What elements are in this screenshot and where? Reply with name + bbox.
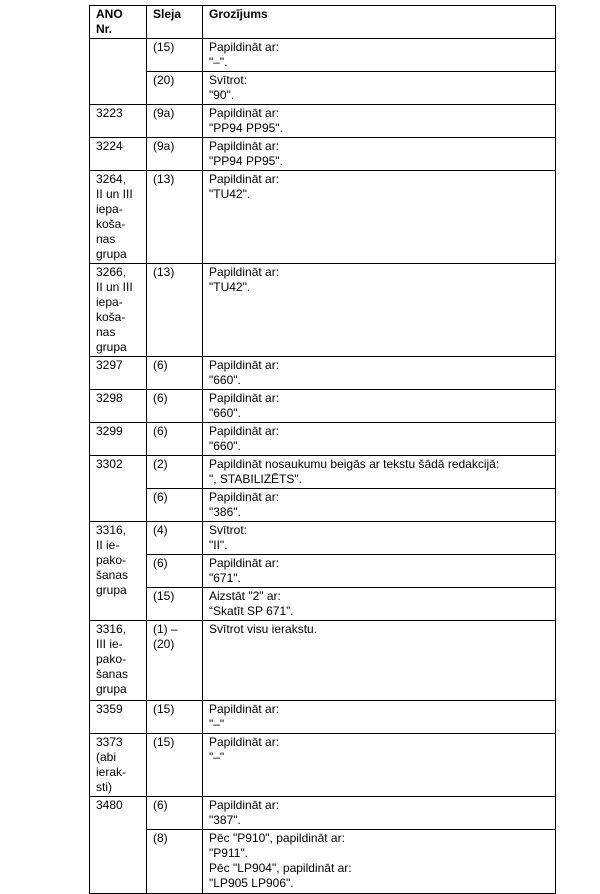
column-cell: (13) — [147, 171, 203, 264]
amendment-cell: Papildināt ar: "387". — [203, 797, 556, 830]
amendment-cell: Papildināt ar: "386". — [203, 489, 556, 522]
amendment-cell: Papildināt ar: "660". — [203, 390, 556, 423]
column-cell: (6) — [147, 797, 203, 830]
table-row — [90, 264, 556, 357]
un-number-cell: 3373 (abi ierak- sti) — [90, 734, 147, 797]
column-cell: (15) — [147, 701, 203, 734]
amendment-cell: Papildināt ar: "–". — [203, 39, 556, 72]
un-number-cell: 3299 — [90, 423, 147, 456]
un-number-cell: 3266, II un III iepa- koša- nas grupa — [90, 264, 147, 357]
header-un-number — [90, 6, 147, 39]
table-row — [90, 522, 556, 555]
amendment-cell: Papildināt ar: "660". — [203, 357, 556, 390]
column-cell: (9a) — [147, 105, 203, 138]
un-number-cell: 3480 — [90, 797, 147, 894]
header-column: Sleja — [147, 6, 203, 39]
table-row — [90, 39, 556, 72]
column-cell: (8) — [147, 830, 203, 894]
column-cell: (15) — [147, 39, 203, 72]
column-cell: (15) — [147, 588, 203, 621]
amendment-cell: Papildināt ar: "–" — [203, 701, 556, 734]
un-number-cell: 3264, II un III iepa- koša- nas grupa — [90, 171, 147, 264]
table-row — [90, 138, 556, 171]
column-cell: (9a) — [147, 138, 203, 171]
column-cell: (13) — [147, 264, 203, 357]
table-row — [90, 456, 556, 489]
un-number-cell: 3297 — [90, 357, 147, 390]
column-cell: (15) — [147, 734, 203, 797]
column-cell: (6) — [147, 357, 203, 390]
table-header-row — [90, 6, 556, 39]
un-number-cell: 3359 — [90, 701, 147, 734]
column-cell: (6) — [147, 555, 203, 588]
amendment-cell: Papildināt ar: "660". — [203, 423, 556, 456]
table-row — [90, 701, 556, 734]
amendment-cell: Papildināt nosaukumu beigās ar tekstu šādā redakcijā: ", STABILIZĒTS". — [203, 456, 556, 489]
table-row — [90, 734, 556, 797]
un-number-cell: 3316, III ie- pako- šanas grupa — [90, 621, 147, 701]
table-row — [90, 555, 556, 588]
amendment-cell: Papildināt ar: "TU42". — [203, 264, 556, 357]
amendment-cell: Papildināt ar: "PP94 PP95". — [203, 105, 556, 138]
amendment-cell: Aizstāt "2" ar: “Skatīt SP 671”. — [203, 588, 556, 621]
table-row — [90, 171, 556, 264]
un-number-cell: 3298 — [90, 390, 147, 423]
amendment-cell: Papildināt ar: "TU42". — [203, 171, 556, 264]
amendment-cell: Papildināt ar: "PP94 PP95". — [203, 138, 556, 171]
table-row — [90, 357, 556, 390]
amendment-cell: Papildināt ar: "671". — [203, 555, 556, 588]
column-cell: (4) — [147, 522, 203, 555]
amendment-cell: Papildināt ar: "–" — [203, 734, 556, 797]
column-cell: (6) — [147, 423, 203, 456]
un-number-cell: 3223 — [90, 105, 147, 138]
table-row — [90, 621, 556, 701]
un-number-cell: 3224 — [90, 138, 147, 171]
column-cell: (2) — [147, 456, 203, 489]
column-cell: (1) – (20) — [147, 621, 203, 701]
amendment-cell: Svītrot visu ierakstu. — [203, 621, 556, 701]
amendment-table — [89, 5, 556, 894]
amendment-cell: Pēc "P910", papildināt ar: "P911". Pēc "LP904", papildināt ar: "LP905 LP906". — [203, 830, 556, 894]
table-row — [90, 797, 556, 830]
header-un-line-2: Nr. — [96, 22, 113, 36]
table-row — [90, 105, 556, 138]
header-un-line-1: ANO — [96, 7, 123, 21]
table-row — [90, 423, 556, 456]
amendment-cell: Svītrot: "II". — [203, 522, 556, 555]
un-number-cell-continued — [90, 39, 147, 105]
header-amendment: Grozījums — [203, 6, 556, 39]
column-cell: (6) — [147, 390, 203, 423]
column-cell: (6) — [147, 489, 203, 522]
table-row — [90, 830, 556, 894]
un-number-cell: 3302 — [90, 456, 147, 522]
table-row — [90, 72, 556, 105]
table-row — [90, 390, 556, 423]
amendment-cell: Svītrot: "90". — [203, 72, 556, 105]
table-row — [90, 489, 556, 522]
column-cell: (20) — [147, 72, 203, 105]
table-row — [90, 588, 556, 621]
un-number-cell: 3316, II ie- pako- šanas grupa — [90, 522, 147, 621]
